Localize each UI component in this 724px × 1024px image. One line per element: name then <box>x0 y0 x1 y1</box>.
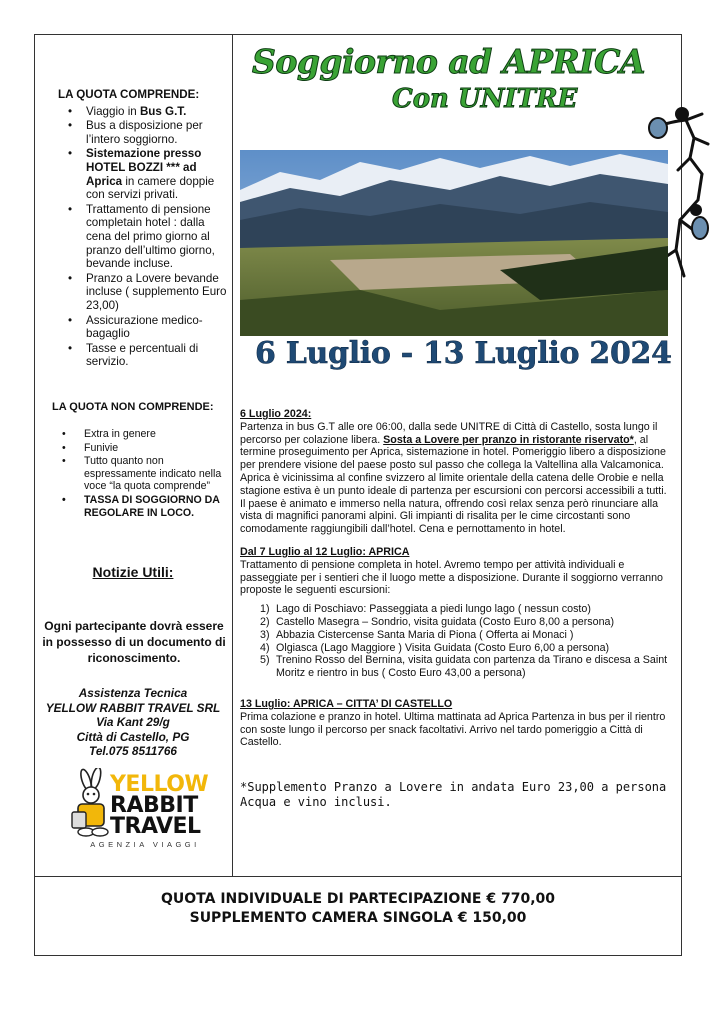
document-note: Ogni partecipante dovrà essere in possesso di un documento di riconoscimento. <box>42 619 226 665</box>
rabbit-icon <box>70 768 114 838</box>
list-item: • Viaggio in Bus G.T. <box>68 105 228 119</box>
excursion-list <box>240 603 672 680</box>
assistance-line: YELLOW RABBIT TRAVEL SRL <box>45 700 221 715</box>
day1-text: Partenza in bus G.T alle ore 06:00, dalla sede UNITRE di Città di Castello, sosta lungo il percorso per colazione libera. Sosta a Lovere per pranzo in ristorante riservato*, al termine proseguimento per Aprica, sistemazione in hotel. Pomeriggio libero a disposizione per prendere visione del paese posto sul passo che collega la Valtellina alla Valcamonica. Aprica è vicinissima al confine svizzero al limite orientale della catena delle Orobie e nella stagione estiva è un punto ideale di partenza per escursioni con percorsi accessibili a tutti. Il paese è animato e immerso nella natura, offrendo così relax senza però rinunciare alla vista di magnifici panorami alpini. Gli impianti di risalita per le cime circostanti sono comodamente raggiungibili dall’hotel. Cena e pernottamento in hotel. <box>240 420 667 536</box>
assistance-line: Assistenza Tecnica <box>78 686 188 700</box>
column-divider <box>232 34 233 876</box>
not-included-list <box>58 428 228 520</box>
assistance-line: Tel.075 8511766 <box>89 744 177 758</box>
not-included-heading: LA QUOTA NON COMPRENDE: <box>52 401 214 413</box>
yellow-rabbit-logo <box>70 768 220 852</box>
notizie-heading: Notizie Utili: <box>92 564 174 580</box>
return-text: Prima colazione e pranzo in hotel. Ultima mattinata ad Aprica Partenza in bus per il rientro con soste lungo il percorso per snack facoltativi. Arrivo nel tardo pomeriggio a Città di Castello. <box>240 710 666 749</box>
logo-tagline: AGENZIA VIAGGI <box>90 840 200 849</box>
list-item: 4) Olgiasca (Lago Maggiore ) Visita Guidata (Costo Euro 6,00 a persona) <box>260 641 610 654</box>
included-list <box>40 105 228 369</box>
page-title: Soggiorno ad APRICA <box>252 42 646 81</box>
list-item: • Trattamento di pensione completain hotel : dalla cena del primo giorno al pranzo dell’ultimo giorno, bevande incluse. <box>68 203 228 271</box>
list-item: • Pranzo a Lovere bevande incluse ( supplemento Euro 23,00) <box>68 272 228 313</box>
single-room-line: SUPPLEMENTO CAMERA SINGOLA € 150,00 <box>189 910 527 926</box>
return-heading: 13 Luglio: APRICA – CITTA’ DI CASTELLO <box>240 698 453 710</box>
price-footer <box>34 890 682 928</box>
footer-divider <box>34 876 682 877</box>
return-section <box>240 698 672 749</box>
assistance-line: Via Kant 29/g <box>96 715 170 729</box>
logo-wordmark: YELLOW RABBIT TRAVEL <box>110 772 209 839</box>
included-section <box>40 88 228 370</box>
price-line: QUOTA INDIVIDUALE DI PARTECIPAZIONE € 770,00 <box>160 891 556 907</box>
supplement-note: *Supplemento Pranzo a Lovere in andata Euro 23,00 a persona Acqua e vino inclusi. <box>240 780 667 809</box>
list-item: • Bus a disposizione per l’intero soggiorno. <box>68 119 228 146</box>
assistance-line: Città di Castello, PG <box>76 729 190 744</box>
trip-dates: 6 Luglio - 13 Luglio 2024 <box>255 336 672 371</box>
list-item: 2) Castello Masegra – Sondrio, visita guidata (Costo Euro 8,00 a persona) <box>260 615 615 628</box>
list-item: • Assicurazione medico-bagaglio <box>68 314 228 341</box>
list-item: • Extra in genere <box>58 428 228 441</box>
stay-heading: Dal 7 Luglio al 12 Luglio: APRICA <box>240 546 410 558</box>
day1-heading: 6 Luglio 2024: <box>240 408 312 420</box>
stay-text: Trattamento di pensione completa in hotel. Avremo tempo per attività individuali e passeggiate per i sentieri che il luogo mette a disposizione. Durante il soggiorno verranno proposte le seguenti escursioni: <box>240 558 663 597</box>
day1-section <box>240 408 672 536</box>
list-item: • Tasse e percentuali di servizio. <box>68 342 228 369</box>
list-item: 3) Abbazia Cistercense Santa Maria di Piona ( Offerta ai Monaci ) <box>260 628 574 641</box>
aprica-landscape-photo <box>240 150 668 336</box>
list-item: • TASSA DI SOGGIORNO DA REGOLARE IN LOCO. <box>58 494 228 519</box>
page-subtitle: Con UNITRE <box>392 84 578 114</box>
list-item: 1) Lago di Poschiavo: Passeggiata a piedi lungo lago ( nessun costo) <box>260 603 591 616</box>
list-item: 5) Trenino Rosso del Bernina, visita guidata con partenza da Tirano e discesa a Saint Moritz e rientro in bus ( Costo Euro 43,00 a persona) <box>260 654 668 680</box>
list-item: • Funivie <box>58 442 228 455</box>
included-heading: LA QUOTA COMPRENDE: <box>58 88 200 101</box>
list-item: • Tutto quanto non espressamente indicato nella voce “la quota comprende” <box>58 455 228 493</box>
assistance-block <box>34 686 232 759</box>
stay-section <box>240 546 672 680</box>
list-item: • Sistemazione presso HOTEL BOZZI *** ad Aprica in camere doppie con servizi privati. <box>68 147 228 201</box>
